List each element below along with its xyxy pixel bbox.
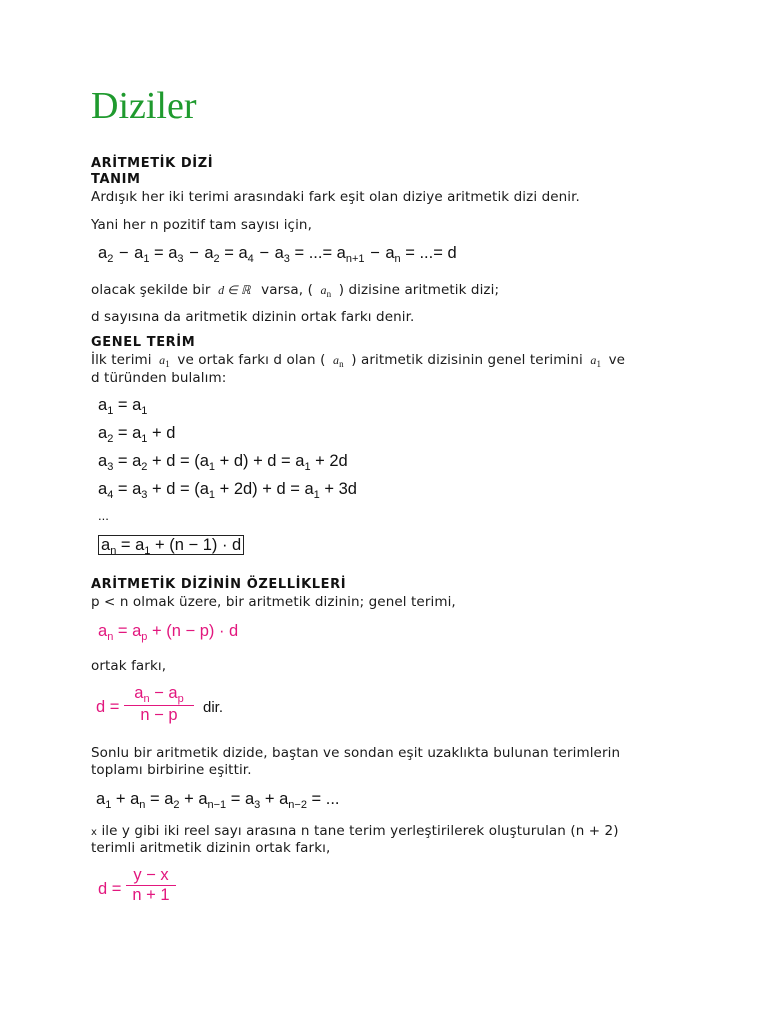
math-a1: $a_1$ <box>587 353 602 369</box>
math-an: $a_n$ <box>317 283 332 299</box>
paragraph-ortak-farki: ortak farkı, <box>91 658 167 674</box>
formula-a3: $a_3 = a_2 + d = (a_1 + d) + d = a_1 + 2d$ <box>98 452 348 473</box>
formula-common-difference: $a_2 - a_1 = a_3 - a_2 = a_4 - a_3$ = ...= $a_{n+1} - a_n$ = ...= d <box>98 244 457 265</box>
paragraph-ortak-fark: d sayısına da aritmetik dizinin ortak farkı denir. <box>91 309 415 325</box>
paragraph-ilk-terimi <box>91 352 625 369</box>
text-x: x <box>91 827 98 838</box>
text-varsa: varsa, ( <box>261 282 313 298</box>
formula-a4: $a_4 = a_3 + d = (a_1 + 2d) + d = a_1 + 3d$ <box>98 480 357 501</box>
section-heading-aritmetik-dizi: ARİTMETİK DİZİ <box>91 156 214 171</box>
formula-sum-equal: $a_1 + a_n = a_2 + a_{n-1} = a_3 + a_{n-2}$ = ... <box>96 790 340 811</box>
text-dir: dir. <box>203 699 224 716</box>
math-d-in-reals: d ∈ ℝ <box>215 283 257 297</box>
math-a1: $a_1$ <box>156 353 170 369</box>
formula-d2-fraction: y − x n + 1 <box>126 866 176 905</box>
text-genel-terimini: ) aritmetik dizisinin genel terimini <box>351 352 583 368</box>
math-an: $a_n$ <box>329 353 344 369</box>
page-title: Diziler <box>91 85 197 127</box>
paragraph-yani: Yani her n pozitif tam sayısı için, <box>91 217 312 233</box>
section-heading-ozellikler: ARİTMETİK DİZİNİN ÖZELLİKLERİ <box>91 577 347 592</box>
text-ve: ve <box>608 352 626 368</box>
paragraph-turunden: d türünden bulalım: <box>91 370 227 386</box>
paragraph-terimli: terimli aritmetik dizinin ortak farkı, <box>91 840 331 856</box>
formula-d2-label: d = <box>98 880 122 898</box>
formula-a2: $a_2 = a_1 + d$ <box>98 424 176 445</box>
formula-general-term-boxed: $a_n = a_1 + (n - 1) \cdot d$ <box>98 536 244 557</box>
definition-text: Ardışık her iki terimi arasındaki fark eşit olan diziye aritmetik dizi denir. <box>91 189 580 205</box>
section-heading-genel-terim: GENEL TERİM <box>91 335 196 350</box>
text-dizisine: ) dizisine aritmetik dizi; <box>338 282 500 298</box>
paragraph-p-lt-n: p < n olmak üzere, bir aritmetik dizinin; genel terimi, <box>91 594 456 610</box>
paragraph-toplami: toplamı birbirine eşittir. <box>91 762 252 778</box>
subheading-tanim: TANIM <box>91 172 141 187</box>
formula-a1: $a_1 = a_1$ <box>98 396 148 417</box>
text-ile-y: ile y gibi iki reel sayı arasına n tane terim yerleştirilerek oluşturulan (n + 2) <box>101 823 619 839</box>
text-ortak-farki: ve ortak farkı d olan ( <box>177 352 326 368</box>
text-ilk-terimi: İlk terimi <box>91 352 152 368</box>
paragraph-x-ile-y <box>91 823 619 839</box>
formula-an-ap: $a_n = a_p + (n - p) \cdot d$ <box>98 622 239 643</box>
ellipsis: ... <box>98 508 109 523</box>
text-olacak: olacak şekilde bir <box>91 282 211 298</box>
paragraph-olacak <box>91 282 499 299</box>
paragraph-sonlu: Sonlu bir aritmetik dizide, baştan ve sondan eşit uzaklıkta bulunan terimlerin <box>91 745 621 761</box>
formula-d-label: d = <box>96 698 120 716</box>
formula-d-fraction: $a_n - a_p$ n − p <box>124 684 194 725</box>
